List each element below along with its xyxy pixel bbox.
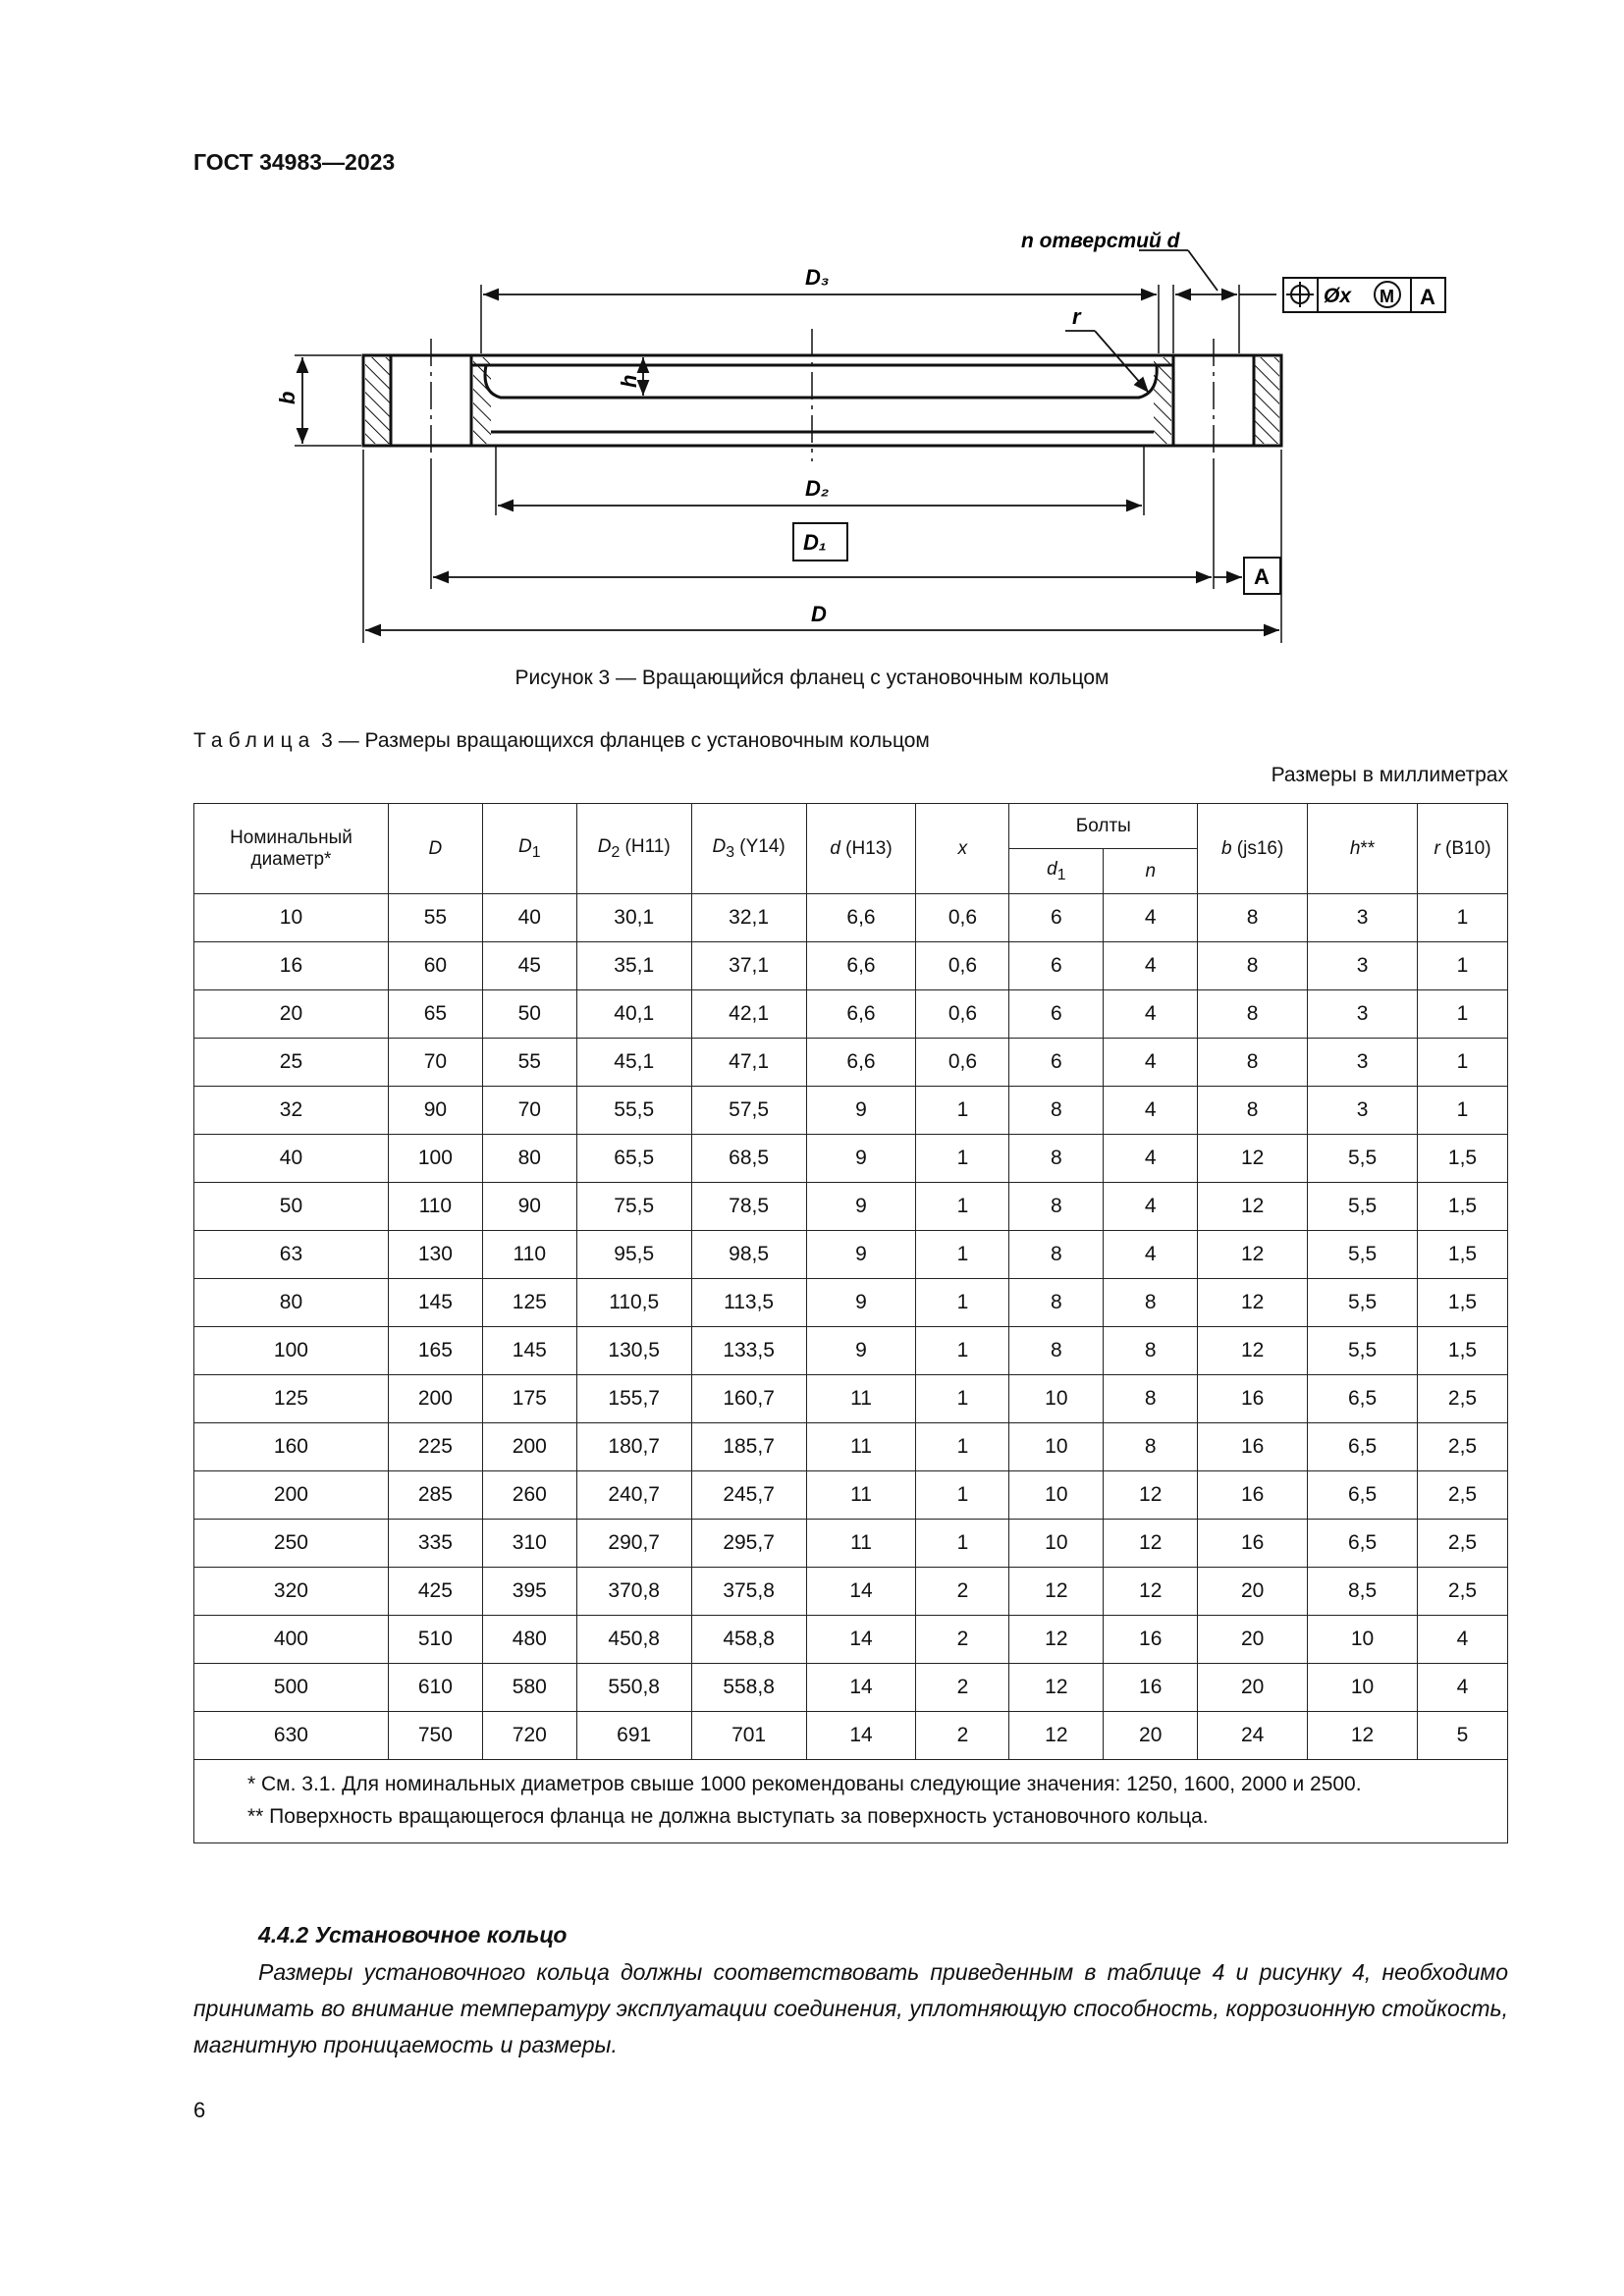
table-cell: 100 bbox=[388, 1135, 482, 1183]
table-cell: 12 bbox=[1104, 1520, 1198, 1568]
table-cell: 8 bbox=[1009, 1279, 1104, 1327]
table-cell: 458,8 bbox=[691, 1616, 806, 1664]
table-cell: 4 bbox=[1104, 1087, 1198, 1135]
section-heading: 4.4.2 Установочное кольцо bbox=[258, 1922, 568, 1948]
table-cell: 720 bbox=[482, 1712, 576, 1760]
table-cell: 3 bbox=[1308, 1039, 1418, 1087]
table-cell: 10 bbox=[1009, 1375, 1104, 1423]
table-cell: 8 bbox=[1009, 1135, 1104, 1183]
table-cell: 16 bbox=[194, 942, 389, 990]
table-cell: 2 bbox=[916, 1712, 1009, 1760]
table-cell: 6,5 bbox=[1308, 1471, 1418, 1520]
table-caption bbox=[193, 729, 930, 753]
table-cell: 24 bbox=[1198, 1712, 1308, 1760]
d-label: D bbox=[811, 602, 827, 626]
table-cell: 9 bbox=[806, 1087, 916, 1135]
table-cell: 0,6 bbox=[916, 942, 1009, 990]
table-cell: 50 bbox=[194, 1183, 389, 1231]
table-cell: 1,5 bbox=[1417, 1231, 1507, 1279]
table-cell: 5,5 bbox=[1308, 1279, 1418, 1327]
table-cell: 285 bbox=[388, 1471, 482, 1520]
table-cell: 1 bbox=[916, 1231, 1009, 1279]
table-cell: 40 bbox=[482, 894, 576, 942]
table-cell: 4 bbox=[1417, 1664, 1507, 1712]
header-b: b (js16) bbox=[1198, 804, 1308, 894]
table-cell: 30,1 bbox=[576, 894, 691, 942]
page-number: 6 bbox=[193, 2098, 206, 2122]
table-cell: 370,8 bbox=[576, 1568, 691, 1616]
note-1: * См. 3.1. Для номинальных диаметров свыше 1000 рекомендованы следующие значения: 1250, 1600, 2000 и 2500. bbox=[247, 1773, 1362, 1795]
table-cell: 8 bbox=[1104, 1375, 1198, 1423]
table-cell: 425 bbox=[388, 1568, 482, 1616]
section-4-4-2 bbox=[193, 1922, 1508, 2063]
table-cell: 45,1 bbox=[576, 1039, 691, 1087]
table-cell: 5 bbox=[1417, 1712, 1507, 1760]
header-d3: $D_3$ (Y14) bbox=[691, 804, 806, 894]
table-cell: 3 bbox=[1308, 1087, 1418, 1135]
table-cell: 395 bbox=[482, 1568, 576, 1616]
header-dn: Номинальный диаметр* bbox=[194, 804, 389, 894]
table-cell: 8 bbox=[1198, 990, 1308, 1039]
table-cell: 6 bbox=[1009, 990, 1104, 1039]
header-d1: $D_1$ bbox=[482, 804, 576, 894]
table-cell: 3 bbox=[1308, 990, 1418, 1039]
table-cell: 1 bbox=[1417, 942, 1507, 990]
table-cell: 260 bbox=[482, 1471, 576, 1520]
table-cell: 145 bbox=[482, 1327, 576, 1375]
table-cell: 2,5 bbox=[1417, 1423, 1507, 1471]
table-cell: 9 bbox=[806, 1327, 916, 1375]
table-cell: 8 bbox=[1104, 1327, 1198, 1375]
table-cell: 4 bbox=[1417, 1616, 1507, 1664]
table-cell: 480 bbox=[482, 1616, 576, 1664]
table-row bbox=[194, 1664, 1508, 1712]
table-row bbox=[194, 1087, 1508, 1135]
table-cell: 113,5 bbox=[691, 1279, 806, 1327]
table-cell: 225 bbox=[388, 1423, 482, 1471]
table-cell: 63 bbox=[194, 1231, 389, 1279]
table-cell: 90 bbox=[482, 1183, 576, 1231]
table-cell: 35,1 bbox=[576, 942, 691, 990]
table-cell: 16 bbox=[1198, 1423, 1308, 1471]
table-cell: 9 bbox=[806, 1279, 916, 1327]
table-cell: 65 bbox=[388, 990, 482, 1039]
table-cell: 4 bbox=[1104, 1039, 1198, 1087]
table-cell: 295,7 bbox=[691, 1520, 806, 1568]
table-cell: 1 bbox=[916, 1471, 1009, 1520]
table-row bbox=[194, 1039, 1508, 1087]
table-cell: 10 bbox=[194, 894, 389, 942]
table-cell: 16 bbox=[1104, 1664, 1198, 1712]
table-cell: 6 bbox=[1009, 1039, 1104, 1087]
table-cell: 10 bbox=[1009, 1471, 1104, 1520]
table-cell: 558,8 bbox=[691, 1664, 806, 1712]
table-row bbox=[194, 1327, 1508, 1375]
table-cell: 40 bbox=[194, 1135, 389, 1183]
table-cell: 320 bbox=[194, 1568, 389, 1616]
table-cell: 8 bbox=[1104, 1279, 1198, 1327]
table-cell: 6 bbox=[1009, 942, 1104, 990]
table-cell: 1 bbox=[1417, 894, 1507, 942]
table-cell: 9 bbox=[806, 1183, 916, 1231]
table-cell: 0,6 bbox=[916, 1039, 1009, 1087]
table-caption-text: 3 — Размеры вращающихся фланцев с установочным кольцом bbox=[315, 729, 930, 752]
table-cell: 5,5 bbox=[1308, 1231, 1418, 1279]
table-cell: 155,7 bbox=[576, 1375, 691, 1423]
table-cell: 14 bbox=[806, 1712, 916, 1760]
tolerance-datum: A bbox=[1420, 285, 1435, 309]
table-cell: 8 bbox=[1104, 1423, 1198, 1471]
table-cell: 1,5 bbox=[1417, 1279, 1507, 1327]
table-cell: 14 bbox=[806, 1568, 916, 1616]
b-label: b bbox=[275, 391, 299, 404]
table-cell: 550,8 bbox=[576, 1664, 691, 1712]
table-row bbox=[194, 1471, 1508, 1520]
table-row bbox=[194, 942, 1508, 990]
table-cell: 200 bbox=[388, 1375, 482, 1423]
table-cell: 14 bbox=[806, 1616, 916, 1664]
table-cell: 130,5 bbox=[576, 1327, 691, 1375]
table-cell: 8 bbox=[1009, 1087, 1104, 1135]
table-cell: 90 bbox=[388, 1087, 482, 1135]
table-cell: 1,5 bbox=[1417, 1183, 1507, 1231]
table-row bbox=[194, 1375, 1508, 1423]
table-cell: 1 bbox=[916, 1375, 1009, 1423]
table-row bbox=[194, 1279, 1508, 1327]
table-cell: 610 bbox=[388, 1664, 482, 1712]
table-cell: 32 bbox=[194, 1087, 389, 1135]
table-cell: 12 bbox=[1198, 1183, 1308, 1231]
table-cell: 57,5 bbox=[691, 1087, 806, 1135]
table-cell: 200 bbox=[194, 1471, 389, 1520]
table-cell: 10 bbox=[1009, 1423, 1104, 1471]
table-cell: 65,5 bbox=[576, 1135, 691, 1183]
table-cell: 510 bbox=[388, 1616, 482, 1664]
table-cell: 750 bbox=[388, 1712, 482, 1760]
table-notes bbox=[194, 1760, 1508, 1843]
table-cell: 9 bbox=[806, 1135, 916, 1183]
table-cell: 60 bbox=[388, 942, 482, 990]
table-cell: 6,5 bbox=[1308, 1375, 1418, 1423]
table-cell: 185,7 bbox=[691, 1423, 806, 1471]
header-r: r (B10) bbox=[1417, 804, 1507, 894]
table-cell: 11 bbox=[806, 1423, 916, 1471]
header-h: h** bbox=[1308, 804, 1418, 894]
table-cell: 450,8 bbox=[576, 1616, 691, 1664]
table-cell: 160,7 bbox=[691, 1375, 806, 1423]
table-cell: 1 bbox=[916, 1423, 1009, 1471]
table-cell: 245,7 bbox=[691, 1471, 806, 1520]
table-cell: 12 bbox=[1198, 1231, 1308, 1279]
table-cell: 6 bbox=[1009, 894, 1104, 942]
table-row bbox=[194, 1231, 1508, 1279]
table-cell: 2 bbox=[916, 1568, 1009, 1616]
table-cell: 160 bbox=[194, 1423, 389, 1471]
table-row bbox=[194, 1616, 1508, 1664]
table-cell: 12 bbox=[1104, 1471, 1198, 1520]
table-cell: 68,5 bbox=[691, 1135, 806, 1183]
table-cell: 5,5 bbox=[1308, 1135, 1418, 1183]
table-cell: 125 bbox=[194, 1375, 389, 1423]
table-cell: 12 bbox=[1198, 1327, 1308, 1375]
table-cell: 580 bbox=[482, 1664, 576, 1712]
table-cell: 8 bbox=[1198, 894, 1308, 942]
table-cell: 6,6 bbox=[806, 990, 916, 1039]
header-d: D bbox=[388, 804, 482, 894]
table-cell: 8,5 bbox=[1308, 1568, 1418, 1616]
table-cell: 3 bbox=[1308, 942, 1418, 990]
table-cell: 133,5 bbox=[691, 1327, 806, 1375]
table-cell: 16 bbox=[1104, 1616, 1198, 1664]
table-cell: 2 bbox=[916, 1616, 1009, 1664]
table-row bbox=[194, 990, 1508, 1039]
table-cell: 1 bbox=[916, 1183, 1009, 1231]
table-cell: 2,5 bbox=[1417, 1568, 1507, 1616]
table-cell: 500 bbox=[194, 1664, 389, 1712]
header-d2: $D_2$ (H11) bbox=[576, 804, 691, 894]
table-cell: 70 bbox=[482, 1087, 576, 1135]
table-cell: 10 bbox=[1009, 1520, 1104, 1568]
table-cell: 4 bbox=[1104, 1231, 1198, 1279]
table-cell: 4 bbox=[1104, 1183, 1198, 1231]
tolerance-value: Øx bbox=[1324, 285, 1352, 307]
table-cell: 4 bbox=[1104, 990, 1198, 1039]
table-cell: 8 bbox=[1198, 1087, 1308, 1135]
d1-label: D₁ bbox=[803, 530, 827, 555]
table-cell: 130 bbox=[388, 1231, 482, 1279]
table-body bbox=[194, 894, 1508, 1760]
figure-caption: Рисунок 3 — Вращающийся фланец с установочным кольцом bbox=[514, 667, 1110, 689]
table-cell: 6,5 bbox=[1308, 1520, 1418, 1568]
table-cell: 175 bbox=[482, 1375, 576, 1423]
table-cell: 0,6 bbox=[916, 990, 1009, 1039]
table-cell: 55 bbox=[388, 894, 482, 942]
table-cell: 12 bbox=[1009, 1568, 1104, 1616]
table-cell: 78,5 bbox=[691, 1183, 806, 1231]
table-cell: 4 bbox=[1104, 942, 1198, 990]
d3-label: D₃ bbox=[805, 265, 830, 290]
table-cell: 290,7 bbox=[576, 1520, 691, 1568]
table-cell: 8 bbox=[1198, 942, 1308, 990]
table-cell: 180,7 bbox=[576, 1423, 691, 1471]
header-bolts: Болты bbox=[1009, 804, 1198, 849]
table-cell: 310 bbox=[482, 1520, 576, 1568]
table-cell: 240,7 bbox=[576, 1471, 691, 1520]
table-cell: 16 bbox=[1198, 1520, 1308, 1568]
table-cell: 125 bbox=[482, 1279, 576, 1327]
table-row bbox=[194, 1520, 1508, 1568]
table-cell: 691 bbox=[576, 1712, 691, 1760]
table-cell: 8 bbox=[1009, 1183, 1104, 1231]
table-cell: 701 bbox=[691, 1712, 806, 1760]
table-cell: 37,1 bbox=[691, 942, 806, 990]
table-row bbox=[194, 1423, 1508, 1471]
table-cell: 10 bbox=[1308, 1616, 1418, 1664]
table-cell: 40,1 bbox=[576, 990, 691, 1039]
table-cell: 47,1 bbox=[691, 1039, 806, 1087]
table-cell: 6,6 bbox=[806, 894, 916, 942]
table-cell: 2,5 bbox=[1417, 1520, 1507, 1568]
table-cell: 55,5 bbox=[576, 1087, 691, 1135]
table-cell: 70 bbox=[388, 1039, 482, 1087]
table-cell: 11 bbox=[806, 1375, 916, 1423]
table-cell: 20 bbox=[1198, 1568, 1308, 1616]
table-cell: 12 bbox=[1009, 1712, 1104, 1760]
table-cell: 0,6 bbox=[916, 894, 1009, 942]
table-row bbox=[194, 1183, 1508, 1231]
table-cell: 2,5 bbox=[1417, 1471, 1507, 1520]
document-header: ГОСТ 34983—2023 bbox=[193, 149, 396, 175]
table-cell: 80 bbox=[194, 1279, 389, 1327]
table-cell: 10 bbox=[1308, 1664, 1418, 1712]
table-cell: 1 bbox=[1417, 1039, 1507, 1087]
table-cell: 8 bbox=[1009, 1231, 1104, 1279]
table-cell: 6,6 bbox=[806, 942, 916, 990]
table-cell: 11 bbox=[806, 1520, 916, 1568]
table-cell: 165 bbox=[388, 1327, 482, 1375]
section-text: Размеры установочного кольца должны соответствовать приведенным в таблице 4 и рисунку 4, необходимо принимать во внимание температуру эксплуатации соединения, уплотняющую способность, коррозионную стойкость, магнитную проницаемость и размеры. bbox=[193, 1959, 1508, 2057]
table-cell: 20 bbox=[1198, 1664, 1308, 1712]
table-cell: 4 bbox=[1104, 1135, 1198, 1183]
header-x: x bbox=[916, 804, 1009, 894]
table-cell: 42,1 bbox=[691, 990, 806, 1039]
table-cell: 2 bbox=[916, 1664, 1009, 1712]
note-2: ** Поверхность вращающегося фланца не должна выступать за поверхность установочного кольца. bbox=[247, 1805, 1209, 1828]
tolerance-modifier: M bbox=[1380, 287, 1394, 306]
table-cell: 2,5 bbox=[1417, 1375, 1507, 1423]
table-cell: 98,5 bbox=[691, 1231, 806, 1279]
table-cell: 1 bbox=[1417, 990, 1507, 1039]
table-row bbox=[194, 1568, 1508, 1616]
holes-label: n отверстий d bbox=[1021, 230, 1180, 252]
table-cell: 110 bbox=[388, 1183, 482, 1231]
table-cell: 1 bbox=[916, 1135, 1009, 1183]
table-cell: 1,5 bbox=[1417, 1327, 1507, 1375]
table-cell: 12 bbox=[1009, 1664, 1104, 1712]
datum-a-label: A bbox=[1254, 564, 1270, 589]
table-cell: 95,5 bbox=[576, 1231, 691, 1279]
table-cell: 1,5 bbox=[1417, 1135, 1507, 1183]
d2-label: D₂ bbox=[805, 476, 830, 501]
table-cell: 145 bbox=[388, 1279, 482, 1327]
table-cell: 12 bbox=[1198, 1135, 1308, 1183]
r-label: r bbox=[1072, 304, 1081, 329]
table-row bbox=[194, 1712, 1508, 1760]
table-cell: 12 bbox=[1308, 1712, 1418, 1760]
table-cell: 12 bbox=[1009, 1616, 1104, 1664]
table-cell: 20 bbox=[1104, 1712, 1198, 1760]
table-cell: 1 bbox=[916, 1520, 1009, 1568]
table-cell: 6,5 bbox=[1308, 1423, 1418, 1471]
flange-section bbox=[363, 355, 1281, 446]
table-cell: 250 bbox=[194, 1520, 389, 1568]
flange-drawing bbox=[0, 0, 1624, 687]
units-note: Размеры в миллиметрах bbox=[1271, 764, 1508, 786]
table-cell: 5,5 bbox=[1308, 1183, 1418, 1231]
header-bolt-d1: $d_1$ bbox=[1009, 849, 1104, 894]
table-cell: 50 bbox=[482, 990, 576, 1039]
table-cell: 45 bbox=[482, 942, 576, 990]
table-cell: 3 bbox=[1308, 894, 1418, 942]
table-cell: 4 bbox=[1104, 894, 1198, 942]
table-cell: 55 bbox=[482, 1039, 576, 1087]
table-cell: 1 bbox=[916, 1327, 1009, 1375]
table-cell: 630 bbox=[194, 1712, 389, 1760]
table-cell: 1 bbox=[916, 1087, 1009, 1135]
table-cell: 335 bbox=[388, 1520, 482, 1568]
table-cell: 100 bbox=[194, 1327, 389, 1375]
table-cell: 12 bbox=[1198, 1279, 1308, 1327]
dimensions-table bbox=[193, 803, 1508, 1843]
table-cell: 16 bbox=[1198, 1375, 1308, 1423]
table-cell: 80 bbox=[482, 1135, 576, 1183]
table-cell: 200 bbox=[482, 1423, 576, 1471]
table-cell: 110,5 bbox=[576, 1279, 691, 1327]
table-cell: 25 bbox=[194, 1039, 389, 1087]
table-cell: 1 bbox=[1417, 1087, 1507, 1135]
table-cell: 6,6 bbox=[806, 1039, 916, 1087]
header-bolt-n: n bbox=[1104, 849, 1198, 894]
table-cell: 9 bbox=[806, 1231, 916, 1279]
table-cell: 8 bbox=[1009, 1327, 1104, 1375]
table-cell: 1 bbox=[916, 1279, 1009, 1327]
table-cell: 32,1 bbox=[691, 894, 806, 942]
table-cell: 16 bbox=[1198, 1471, 1308, 1520]
table-caption-prefix: Таблица bbox=[193, 729, 316, 752]
header-hole-d: d (H13) bbox=[806, 804, 916, 894]
table-cell: 110 bbox=[482, 1231, 576, 1279]
table-row bbox=[194, 1135, 1508, 1183]
table-cell: 375,8 bbox=[691, 1568, 806, 1616]
table-row bbox=[194, 894, 1508, 942]
table-cell: 12 bbox=[1104, 1568, 1198, 1616]
table-cell: 5,5 bbox=[1308, 1327, 1418, 1375]
table-cell: 20 bbox=[194, 990, 389, 1039]
table-cell: 75,5 bbox=[576, 1183, 691, 1231]
table-cell: 400 bbox=[194, 1616, 389, 1664]
table-cell: 8 bbox=[1198, 1039, 1308, 1087]
table-cell: 11 bbox=[806, 1471, 916, 1520]
table-cell: 20 bbox=[1198, 1616, 1308, 1664]
table-cell: 14 bbox=[806, 1664, 916, 1712]
h-label: h bbox=[617, 374, 641, 388]
